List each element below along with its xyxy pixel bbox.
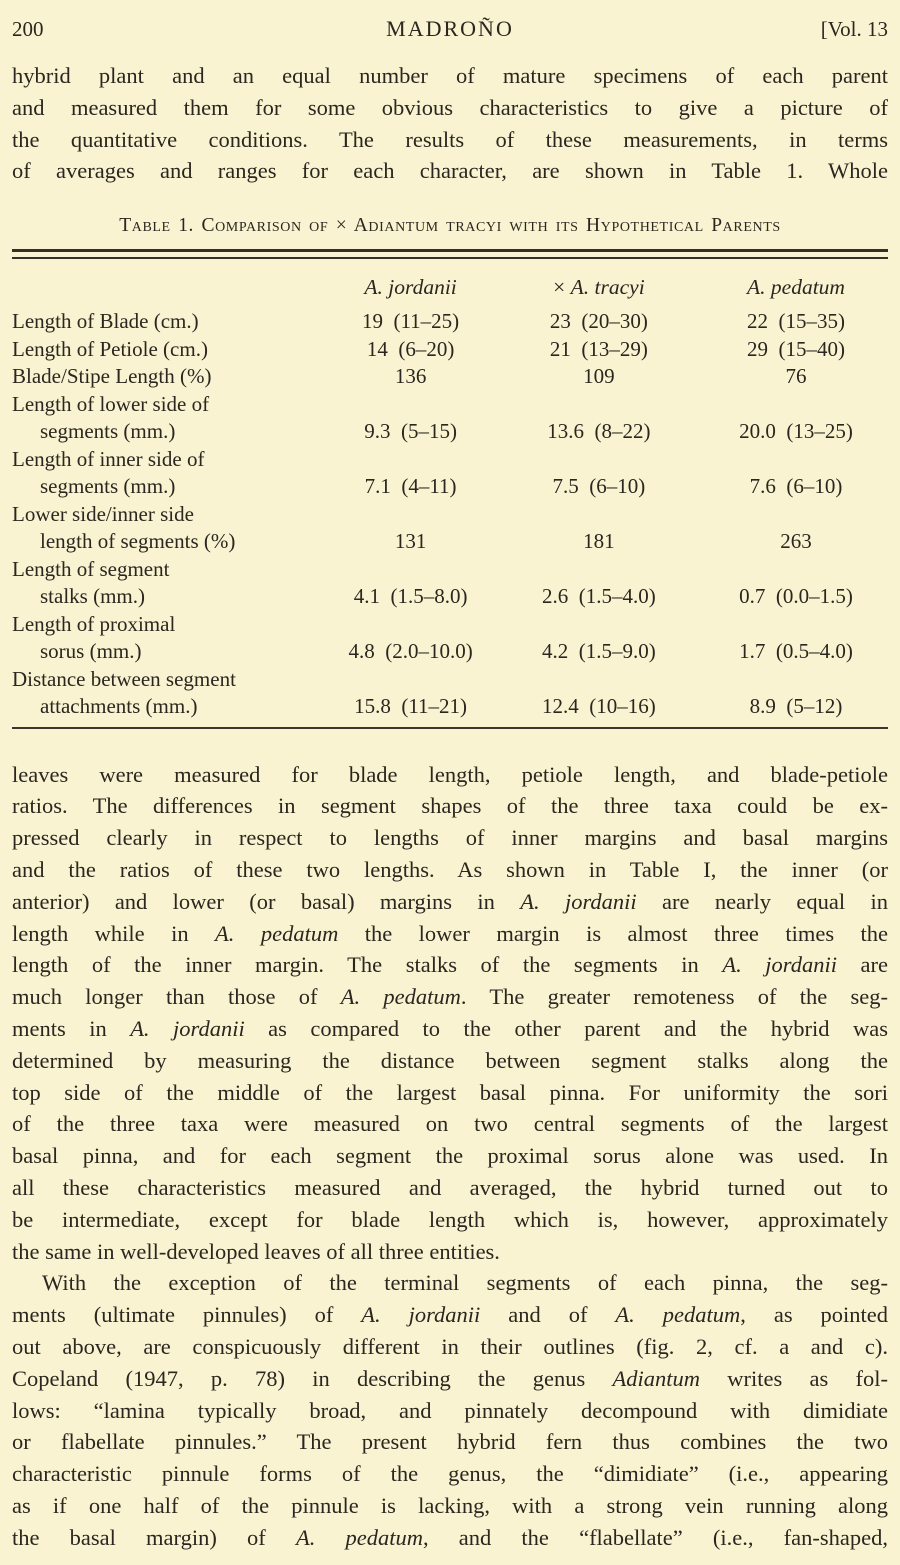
table-row xyxy=(12,611,888,666)
text-line: With the exception of the terminal segments of each pinna, the seg- xyxy=(42,1270,888,1296)
table-bottom-rule xyxy=(12,727,888,729)
text-line: top side of the middle of the largest basal pinna. For uniformity the sori xyxy=(12,1079,888,1105)
column-head-tracyi: × A. tracyi xyxy=(553,275,645,300)
row-label-line: Length of segment xyxy=(12,556,170,581)
species-name: A. jordanii xyxy=(361,1302,481,1328)
table-caption: Table 1. Comparison of × Adiantum tracyi with its Hypothetical Parents xyxy=(119,215,781,237)
paragraph-intro xyxy=(12,60,888,187)
cell-value: 14 (6–20) xyxy=(366,336,455,361)
row-label-line: sorus (mm.) xyxy=(40,639,142,664)
table-row xyxy=(12,446,888,501)
cell-value: 7.6 (6–10) xyxy=(749,474,843,499)
cell-value: 76 xyxy=(785,364,807,389)
text-line: determined by measuring the distance between segment stalks along the xyxy=(12,1047,888,1073)
text-line: and the ratios of these two lengths. As shown in Table I, the inner (or xyxy=(12,857,888,883)
species-name: Adiantum xyxy=(612,1365,700,1391)
row-label-line: Distance between segment xyxy=(12,666,236,691)
table-row xyxy=(12,308,888,336)
row-label xyxy=(12,363,327,391)
column-head-empty xyxy=(12,275,327,300)
cell-value: 109 xyxy=(583,364,615,389)
row-label-line: stalks (mm.) xyxy=(40,584,145,609)
cell-value: 4.1 (1.5–8.0) xyxy=(353,584,468,609)
table-row xyxy=(12,501,888,556)
text-line: all these characteristics measured and averaged, the hybrid turned out to xyxy=(12,1175,888,1201)
species-name: A. jordanii xyxy=(364,275,457,300)
species-name: A. jordanii xyxy=(130,1016,245,1042)
row-label xyxy=(12,666,327,721)
text-line: characteristic pinnule forms of the genus, the “dimidiate” (i.e., appearing xyxy=(12,1461,888,1487)
row-label xyxy=(12,308,327,336)
row-label xyxy=(12,391,327,446)
row-label-line: Lower side/inner side xyxy=(12,501,194,526)
cell-value: 12.4 (10–16) xyxy=(542,694,656,719)
text-line: ments (ultimate pinnules) of A. jordanii and of A. pedatum, as pointed xyxy=(12,1302,889,1328)
species-name: A. pedatum xyxy=(615,1302,741,1328)
volume-label: [Vol. 13 xyxy=(820,17,888,41)
table-row xyxy=(12,556,888,611)
text-line: out above, are conspicuously different in their outlines (fig. 2, cf. a and c). xyxy=(12,1334,888,1360)
cell-value: 7.5 (6–10) xyxy=(552,474,646,499)
row-label xyxy=(12,501,327,556)
cell-value: 7.1 (4–11) xyxy=(364,474,457,499)
journal-title: MADROÑO xyxy=(386,16,514,41)
species-name: A. pedatum xyxy=(340,984,461,1010)
text-line: leaves were measured for blade length, petiole length, and blade-petiole xyxy=(12,761,888,787)
row-label-line: attachments (mm.) xyxy=(40,694,198,719)
species-name: A. pedatum xyxy=(215,920,339,946)
text-line: of averages and ranges for each character, are shown in Table 1. Whole xyxy=(12,158,888,184)
paragraph-pinnules xyxy=(12,1267,888,1553)
text-line: ratios. The differences in segment shapes of the three taxa could be ex- xyxy=(12,793,888,819)
text-line: the basal margin) of A. pedatum, and the “flabellate” (i.e., fan-shaped, xyxy=(12,1524,889,1550)
comparison-table xyxy=(12,275,888,721)
row-label-line: Length of lower side of xyxy=(12,391,210,416)
cell-value: 8.9 (5–12) xyxy=(749,694,843,719)
cell-value: 181 xyxy=(583,529,615,554)
text-line: length while in A. pedatum the lower margin is almost three times the xyxy=(12,920,889,946)
cell-value: 136 xyxy=(394,364,427,389)
row-label xyxy=(12,446,327,501)
text-line: of the three taxa were measured on two central segments of the largest xyxy=(12,1111,888,1137)
species-name: A. jordanii xyxy=(722,952,837,978)
row-label-line: Length of inner side of xyxy=(12,446,205,471)
cell-value: 263 xyxy=(780,529,812,554)
text-line: the same in well-developed leaves of all three entities. xyxy=(12,1238,500,1264)
cell-value: 9.3 (5–15) xyxy=(364,419,457,444)
text-line: Copeland (1947, p. 78) in describing the genus Adiantum writes as fol- xyxy=(12,1365,888,1391)
row-label xyxy=(12,556,327,611)
text-line: lows: “lamina typically broad, and pinnately decompound with dimidiate xyxy=(12,1397,888,1423)
running-head xyxy=(12,16,888,42)
cell-value: 22 (15–35) xyxy=(747,309,845,334)
table-row xyxy=(12,336,888,364)
row-label xyxy=(12,336,327,364)
species-name: A. pedatum xyxy=(295,1524,423,1550)
row-label-line: Length of Petiole (cm.) xyxy=(12,336,208,361)
cell-value: 0.7 (0.0–1.5) xyxy=(739,584,853,609)
text-line: much longer than those of A. pedatum. The greater remoteness of the seg- xyxy=(12,984,889,1010)
table-row xyxy=(12,391,888,446)
column-head-pedatum xyxy=(704,275,888,300)
row-label xyxy=(12,611,327,666)
text-line: be intermediate, except for blade length which is, however, approximately xyxy=(12,1206,888,1232)
column-head-jordanii xyxy=(327,275,493,300)
cell-value: 23 (20–30) xyxy=(549,309,648,334)
paragraph-discussion xyxy=(12,759,888,1268)
cell-value: 4.2 (1.5–9.0) xyxy=(542,639,656,664)
text-line: as if one half of the pinnule is lacking, with a strong vein running along xyxy=(12,1493,888,1519)
cell-value: 21 (13–29) xyxy=(549,336,648,361)
table-row xyxy=(12,363,888,391)
cell-value: 19 (11–25) xyxy=(361,309,460,334)
text-line: anterior) and lower (or basal) margins in A. jordanii are nearly equal in xyxy=(12,888,888,914)
cell-value: 131 xyxy=(394,529,427,554)
text-line: basal pinna, and for each segment the proximal sorus alone was used. In xyxy=(12,1143,888,1169)
cell-value: 13.6 (8–22) xyxy=(547,419,651,444)
row-label-line: length of segments (%) xyxy=(40,529,236,554)
row-label-line: Length of proximal xyxy=(12,611,176,636)
text-line: or flabellate pinnules.” The present hybrid fern thus combines the two xyxy=(12,1429,888,1455)
row-label-line: segments (mm.) xyxy=(40,474,176,499)
table-row xyxy=(12,666,888,721)
row-label-line: segments (mm.) xyxy=(40,419,176,444)
table-top-rule xyxy=(12,249,888,259)
page-number: 200 xyxy=(12,17,44,41)
cell-value: 15.8 (11–21) xyxy=(354,694,468,719)
text-line: length of the inner margin. The stalks of the segments in A. jordanii are xyxy=(12,952,888,978)
row-label-line: Length of Blade (cm.) xyxy=(12,309,199,334)
cell-value: 1.7 (0.5–4.0) xyxy=(739,639,853,664)
text-line: pressed clearly in respect to lengths of inner margins and basal margins xyxy=(12,825,888,851)
cell-value: 29 (15–40) xyxy=(747,336,845,361)
cell-value: 2.6 (1.5–4.0) xyxy=(542,584,656,609)
species-name: A. jordanii xyxy=(520,888,637,914)
text-line: hybrid plant and an equal number of mature specimens of each parent xyxy=(12,63,888,88)
cell-value: 4.8 (2.0–10.0) xyxy=(348,639,473,664)
cell-value: 20.0 (13–25) xyxy=(739,419,853,444)
species-name: A. tracyi xyxy=(570,275,645,300)
table-header-row xyxy=(12,275,888,300)
row-label-line: Blade/Stipe Length (%) xyxy=(12,364,212,389)
text-line: ments in A. jordanii as compared to the other parent and the hybrid was xyxy=(12,1016,888,1042)
text-line: and measured them for some obvious characteristics to give a picture of xyxy=(12,94,888,120)
text-line: the quantitative conditions. The results of these measurements, in terms xyxy=(12,126,888,152)
species-name: A. pedatum xyxy=(747,275,845,300)
table-body xyxy=(12,308,888,721)
